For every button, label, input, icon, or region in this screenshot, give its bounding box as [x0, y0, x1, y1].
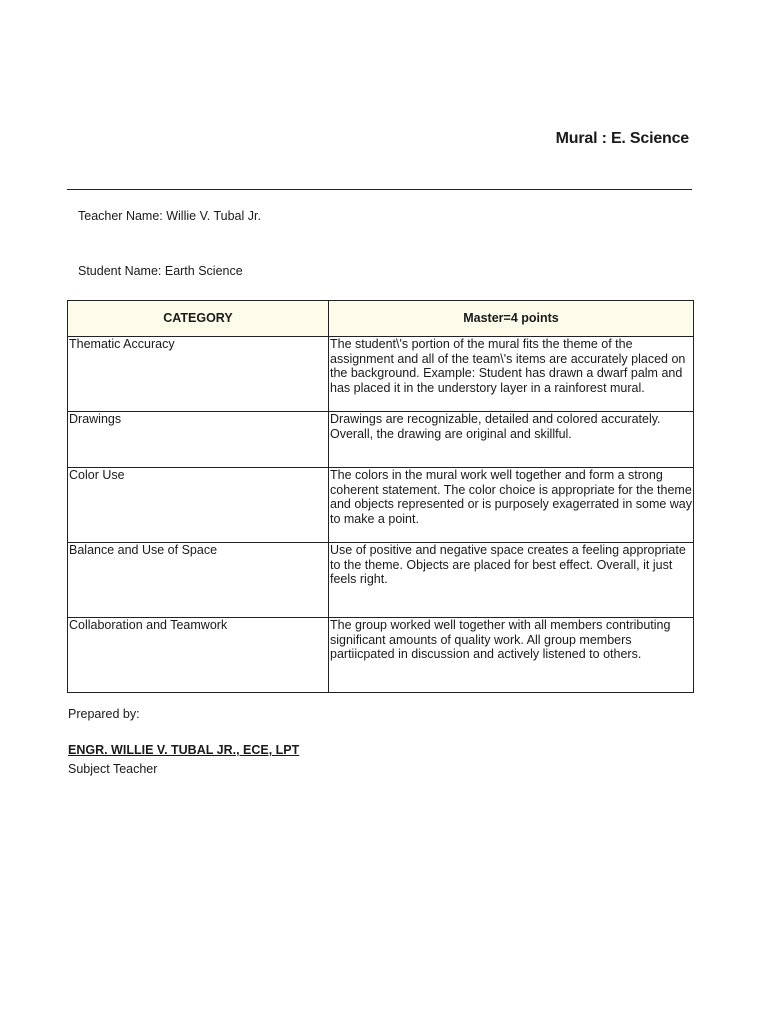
rubric-table: [67, 300, 694, 693]
row-description: Drawings are recognizable, detailed and colored accurately. Overall, the drawing are original and skillful.: [329, 412, 694, 468]
row-description: The colors in the mural work well together and form a strong coherent statement. The color choice is appropriate for the theme and objects represented or is purposely exagerrated in some way to make a point.: [329, 468, 694, 543]
row-category: Thematic Accuracy: [68, 337, 329, 412]
header-score: Master=4 points: [329, 301, 694, 337]
teacher-name: Teacher Name: Willie V. Tubal Jr.: [78, 209, 261, 223]
document-title: Mural : E. Science: [555, 130, 689, 147]
prepared-by-label: Prepared by:: [68, 707, 140, 721]
row-category: Collaboration and Teamwork: [68, 618, 329, 693]
signatory-role: Subject Teacher: [68, 762, 158, 776]
header-category: CATEGORY: [68, 301, 329, 337]
table-row: [68, 337, 694, 412]
table-row: [68, 468, 694, 543]
row-description: The student\'s portion of the mural fits the theme of the assignment and all of the team\'s items are accurately placed on the background. Example: Student has drawn a dwarf palm and has placed it in the understory layer in a rainforest mural.: [329, 337, 694, 412]
row-category: Balance and Use of Space: [68, 543, 329, 618]
row-category: Drawings: [68, 412, 329, 468]
table-row: [68, 543, 694, 618]
table-row: [68, 412, 694, 468]
row-description: Use of positive and negative space creates a feeling appropriate to the theme. Objects are placed for best effect. Overall, it just feels right.: [329, 543, 694, 618]
table-row: [68, 618, 694, 693]
student-name: Student Name: Earth Science: [78, 264, 243, 278]
table-header-row: [68, 301, 694, 337]
row-description: The group worked well together with all members contributing significant amounts of quality work. All group members partiicpated in discussion and actively listened to others.: [329, 618, 694, 693]
signatory-name: ENGR. WILLIE V. TUBAL JR., ECE, LPT: [68, 743, 300, 757]
row-category: Color Use: [68, 468, 329, 543]
title-divider: [67, 189, 692, 190]
